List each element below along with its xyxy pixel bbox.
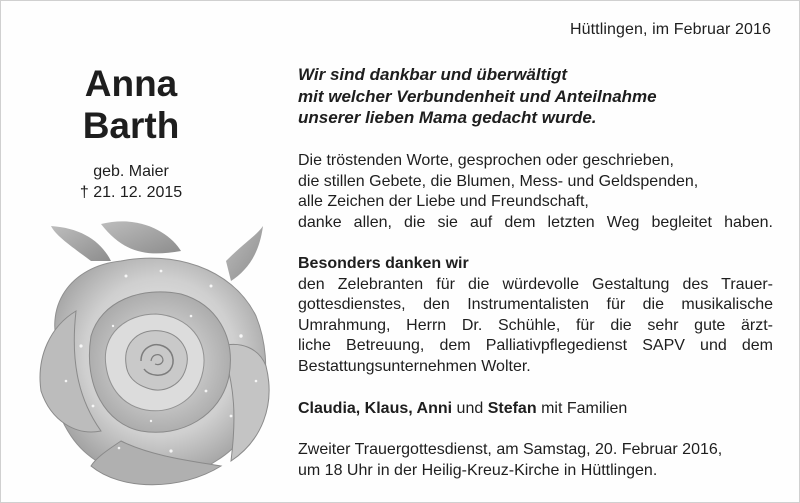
birth-name: geb. Maier [93, 163, 169, 180]
rose-icon [31, 216, 276, 491]
headline-line: unserer lieben Mama gedacht wurde. [298, 108, 597, 127]
message-column [298, 64, 773, 479]
signature [298, 399, 627, 420]
special-thanks-paragraph [298, 254, 773, 377]
special-line: Umrahmung, Herrn Dr. Schühle, für die sehr gute ärzt- [298, 316, 773, 334]
deceased-info [41, 63, 221, 203]
headline [298, 64, 773, 129]
service-info [298, 440, 722, 481]
thanks-line: die stillen Gebete, die Blumen, Mess- und Geldspenden, [298, 172, 699, 190]
thanks-line: danke allen, die sie auf dem letzten Weg begleitet haben. [298, 213, 773, 231]
special-line: liche Betreuung, dem Palliativpflegedienst SAPV und dem [298, 337, 773, 354]
last-name: Barth [82, 105, 180, 146]
service-line: Zweiter Trauergottesdienst, am Samstag, 20. Februar 2016, [298, 441, 723, 458]
thanks-paragraph [298, 151, 773, 233]
thanks-line: alle Zeichen der Liebe und Freundschaft, [298, 193, 589, 210]
special-line: gottesdienstes, den Instrumentalisten für die musikalische [298, 296, 773, 313]
signature-suffix: mit Familien [541, 400, 628, 417]
signature-name: Stefan [487, 400, 537, 417]
special-thanks-heading: Besonders danken wir [298, 255, 469, 272]
first-name: Anna [84, 63, 178, 104]
place-date: Hüttlingen, im Februar 2016 [569, 21, 771, 38]
special-line: Bestattungsunternehmen Wolter. [298, 357, 531, 375]
thanks-line: Die tröstenden Worte, gesprochen oder geschrieben, [298, 152, 674, 169]
signature-names: Claudia, Klaus, Anni [298, 400, 453, 417]
signature-conj: und [456, 400, 484, 417]
death-date: † 21. 12. 2015 [79, 184, 183, 201]
service-line: um 18 Uhr in der Heilig-Kreuz-Kirche in Hüttlingen. [298, 461, 658, 479]
special-line: den Zelebranten für die würdevolle Gestaltung des Trauer- [298, 275, 773, 293]
headline-line: Wir sind dankbar und überwältigt [298, 65, 568, 84]
headline-line: mit welcher Verbundenheit und Anteilnahme [298, 86, 657, 106]
